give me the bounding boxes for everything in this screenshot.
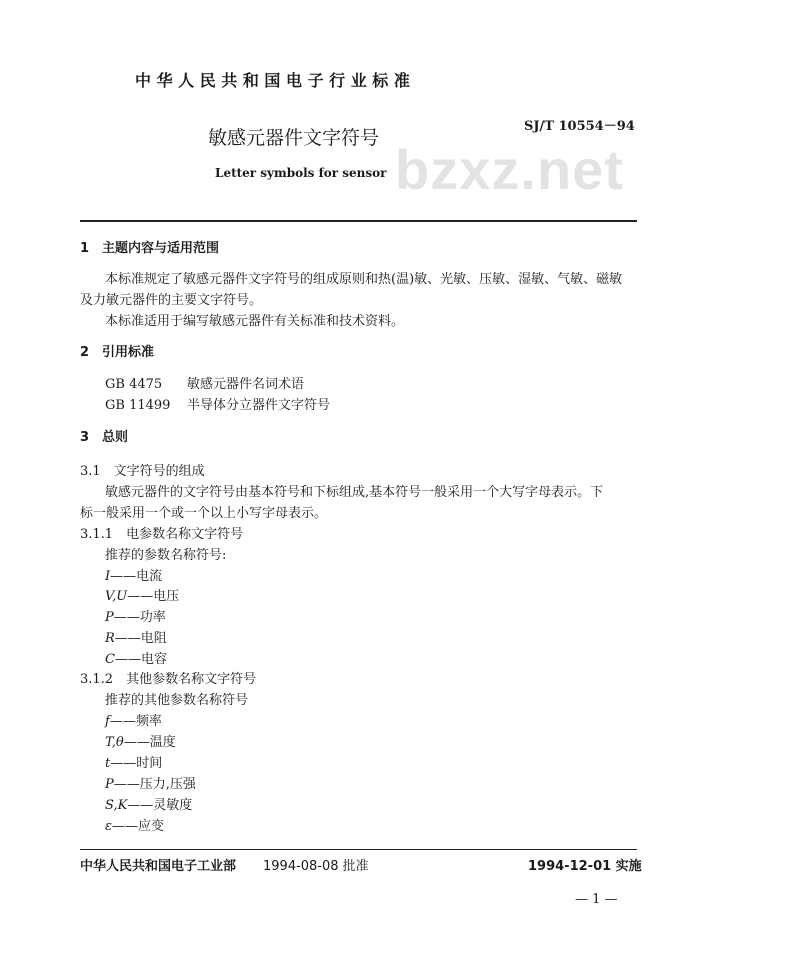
paragraph: 及力敏元器件的主要文字符号。 — [80, 293, 263, 308]
footer-approved-date: 1994-08-08 批准 — [263, 859, 369, 874]
issuing-org-header: 中 华 人 民 共 和 国 电 子 行 业 标 准 — [135, 71, 410, 90]
list-item: V,U——电压 — [105, 589, 180, 604]
paragraph: 标一般采用一个或一个以上小写字母表示。 — [80, 506, 328, 521]
subsection-3-1-2: 3.1.2 其他参数名称文字符号 — [80, 672, 257, 687]
ref-code: GB 11499 — [105, 398, 171, 413]
watermark: bzxz.net — [395, 138, 624, 201]
section-3-heading: 3 总则 — [80, 430, 129, 445]
ref-code: GB 4475 — [105, 377, 163, 392]
paragraph: 本标准规定了敏感元器件文字符号的组成原则和热(温)敏、光敏、压敏、湿敏、气敏、磁敏 — [105, 272, 623, 287]
footer-effective-date: 1994-12-01 实施 — [528, 859, 642, 874]
footer-rule — [80, 849, 637, 850]
list-item: P——功率 — [105, 610, 166, 625]
ref-name: 半导体分立器件文字符号 — [187, 398, 331, 413]
section-2-heading: 2 引用标准 — [80, 345, 155, 360]
list-item: T,θ——温度 — [105, 735, 176, 750]
list-item: I——电流 — [105, 569, 163, 584]
paragraph: 敏感元器件的文字符号由基本符号和下标组成,基本符号一般采用一个大写字母表示。下 — [105, 485, 604, 500]
standard-code: SJ/T 10554－94 — [524, 119, 635, 134]
document-title-english: Letter symbols for sensor — [215, 166, 387, 180]
subsection-3-1-1: 3.1.1 电参数名称文字符号 — [80, 527, 244, 542]
list-intro: 推荐的其他参数名称符号 — [105, 693, 249, 708]
document-title: 敏感元器件文字符号 — [208, 127, 380, 149]
header-rule — [80, 220, 637, 222]
list-item: C——电容 — [105, 652, 167, 667]
ref-name: 敏感元器件名词术语 — [187, 377, 305, 392]
list-item: t——时间 — [105, 756, 163, 771]
list-item: ε——应变 — [105, 819, 164, 834]
list-item: S,K——灵敏度 — [105, 798, 193, 813]
paragraph: 本标准适用于编写敏感元器件有关标准和技术资料。 — [105, 314, 405, 329]
list-item: R——电阻 — [105, 631, 167, 646]
list-item: f——频率 — [105, 714, 162, 729]
list-item: P——压力,压强 — [105, 777, 196, 792]
page-number: — 1 — — [575, 892, 618, 907]
footer-issuer: 中华人民共和国电子工业部 — [80, 859, 237, 874]
section-1-heading: 1 主题内容与适用范围 — [80, 241, 220, 256]
list-intro: 推荐的参数名称符号: — [105, 548, 227, 563]
subsection-3-1: 3.1 文字符号的组成 — [80, 464, 205, 479]
